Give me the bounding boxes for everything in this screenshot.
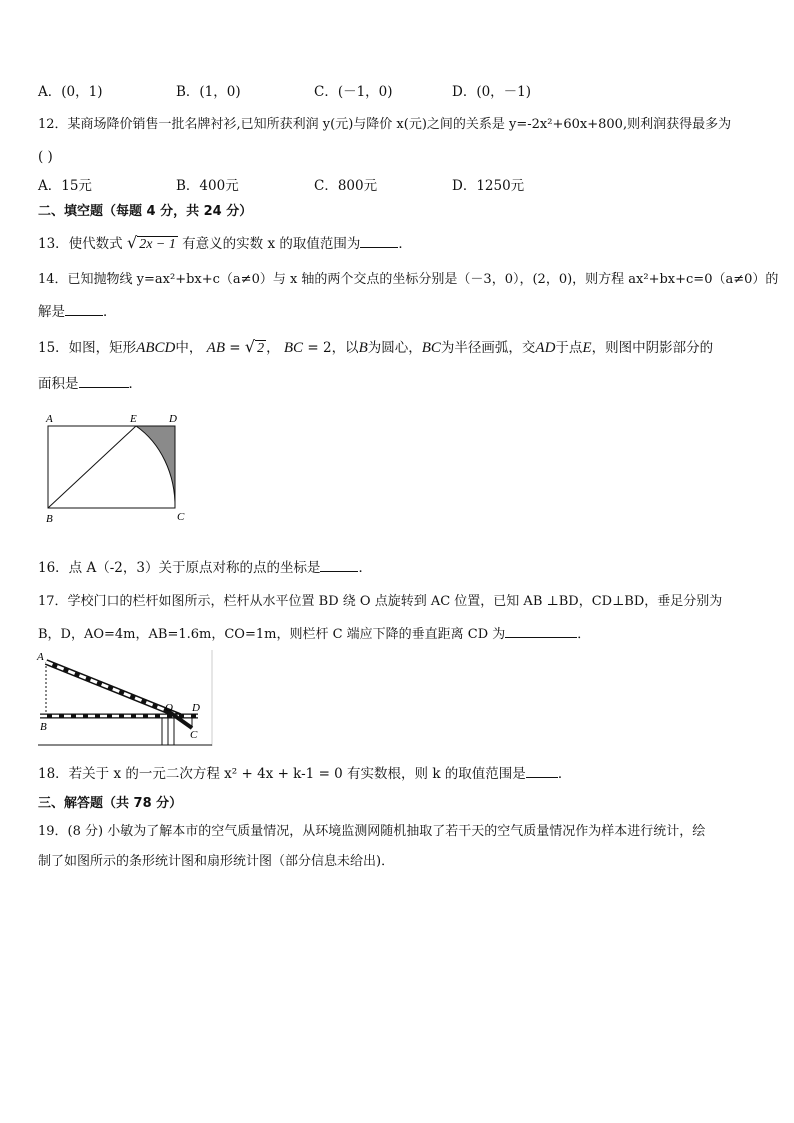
q14-line2 bbox=[38, 302, 117, 321]
q13-end: ． bbox=[398, 236, 412, 252]
q12-answer-paren: ( ) bbox=[38, 149, 53, 165]
q19-line2: 制了如图所示的条形统计图和扇形统计图（部分信息未给出)． bbox=[38, 854, 395, 869]
q16-end: ． bbox=[358, 560, 372, 576]
q17-line1: 17．学校门口的栏杆如图所示，栏杆从水平位置 BD 绕 O 点旋转到 AC 位置，已知 AB ⊥BD，CD⊥BD，垂足分别为 bbox=[38, 594, 723, 609]
q15-b: B bbox=[358, 340, 368, 356]
q14-line2-end: ． bbox=[103, 304, 117, 320]
sqrt-symbol: √ bbox=[244, 337, 256, 356]
q12-text: 12．某商场降价销售一批名牌衬衫,已知所获利润 y(元)与降价 x(元)之间的关系是 y=-2x²+60x+800,则利润获得最多为 bbox=[38, 117, 732, 132]
q17-line2-end: ． bbox=[577, 627, 591, 642]
sqrt-symbol: √ bbox=[126, 233, 138, 252]
label-b: B bbox=[46, 513, 53, 525]
q15-text-3: ，以 bbox=[331, 340, 359, 356]
label-a: A bbox=[46, 413, 53, 425]
q13-answer-blank bbox=[360, 234, 398, 248]
q15-text-2: 中， bbox=[175, 340, 203, 356]
shaded-region bbox=[136, 426, 175, 508]
q16 bbox=[38, 558, 372, 577]
q15-radicand: 2 bbox=[257, 341, 265, 356]
label-c: C bbox=[190, 729, 198, 741]
q16-answer-blank bbox=[320, 558, 358, 572]
q13 bbox=[38, 234, 412, 253]
q12-option-d: D．1250元 bbox=[452, 178, 525, 194]
q15-line2 bbox=[38, 374, 142, 393]
q13-radicand: 2x − 1 bbox=[139, 237, 176, 252]
q17-answer-blank bbox=[505, 624, 577, 638]
label-c: C bbox=[177, 511, 185, 523]
q11-option-b: B．(1，0) bbox=[176, 84, 241, 100]
section-fill-in-heading: 二、填空题（每题 4 分，共 24 分） bbox=[38, 204, 253, 219]
q15-comma: ， bbox=[266, 340, 280, 356]
q18-pre: 18．若关于 x 的一元二次方程 x² + 4x + k-1 = 0 有实数根，则 k 的取值范围是 bbox=[38, 766, 526, 782]
q13-post: 有意义的实数 x 的取值范围为 bbox=[182, 236, 361, 252]
q14-line2-pre: 解是 bbox=[38, 304, 65, 320]
segment-be bbox=[48, 426, 136, 508]
q17-line2-pre: B，D，AO=4m，AB=1.6m，CO=1m，则栏杆 C 端应下降的垂直距离 CD 为 bbox=[38, 627, 506, 642]
q15-line2-pre: 面积是 bbox=[38, 376, 79, 392]
q13-pre: 13．使代数式 bbox=[38, 236, 123, 252]
figure-barrier-gate bbox=[34, 648, 216, 750]
q15-ad: AD bbox=[535, 340, 556, 356]
q12-option-a: A．15元 bbox=[38, 178, 92, 194]
q12-option-c: C．800元 bbox=[314, 178, 378, 194]
q15-bc: BC bbox=[283, 340, 304, 356]
q15-eq1: = bbox=[229, 340, 241, 356]
q16-pre: 16．点 A（-2，3）关于原点对称的点的坐标是 bbox=[38, 560, 321, 576]
q15-text-4: 为圆心， bbox=[367, 340, 422, 356]
label-d: D bbox=[192, 702, 200, 714]
section-solution-heading: 三、解答题（共 78 分） bbox=[38, 796, 183, 811]
q15-bc2: BC bbox=[421, 340, 441, 356]
q19-line1: 19．(8 分) 小敏为了解本市的空气质量情况，从环境监测网随机抽取了若干天的空气质量情况作为样本进行统计，绘 bbox=[38, 824, 706, 839]
q18 bbox=[38, 764, 571, 783]
label-o: O bbox=[165, 702, 173, 714]
q18-answer-blank bbox=[526, 764, 558, 778]
q15-e: E bbox=[582, 340, 592, 356]
figure-rectangle-arc bbox=[40, 410, 190, 525]
q15-eq2: = 2 bbox=[307, 340, 332, 356]
q15-answer-blank bbox=[79, 374, 129, 388]
q15-text-1: 15．如图，矩形 bbox=[38, 340, 137, 356]
q15-ab: AB bbox=[206, 340, 225, 356]
q12-option-b: B．400元 bbox=[176, 178, 239, 194]
label-e: E bbox=[130, 413, 137, 425]
q15-text-6: 于点 bbox=[555, 340, 583, 356]
q11-option-c: C．(－1，0) bbox=[314, 84, 393, 100]
label-b: B bbox=[40, 721, 47, 733]
q18-end: ． bbox=[557, 766, 572, 782]
q17-line2 bbox=[38, 624, 590, 644]
q11-option-d: D．(0，－1) bbox=[452, 84, 532, 100]
label-d: D bbox=[169, 413, 177, 425]
q14-line1: 14．已知抛物线 y=ax²+bx+c（a≠0）与 x 轴的两个交点的坐标分别是（－3，0），(2，0)，则方程 ax²+bx+c=0（a≠0）的 bbox=[38, 272, 779, 287]
q15-line2-end: ． bbox=[128, 376, 142, 392]
q15-text-5: 为半径画弧，交 bbox=[440, 340, 536, 356]
q15-rect-name: ABCD bbox=[136, 340, 176, 356]
label-a: A bbox=[37, 651, 44, 663]
q15-text-7: ，则图中阴影部分的 bbox=[591, 340, 714, 356]
q15-line1 bbox=[38, 338, 713, 357]
q14-answer-blank bbox=[65, 302, 103, 316]
q11-option-a: A．(0，1) bbox=[38, 84, 103, 100]
